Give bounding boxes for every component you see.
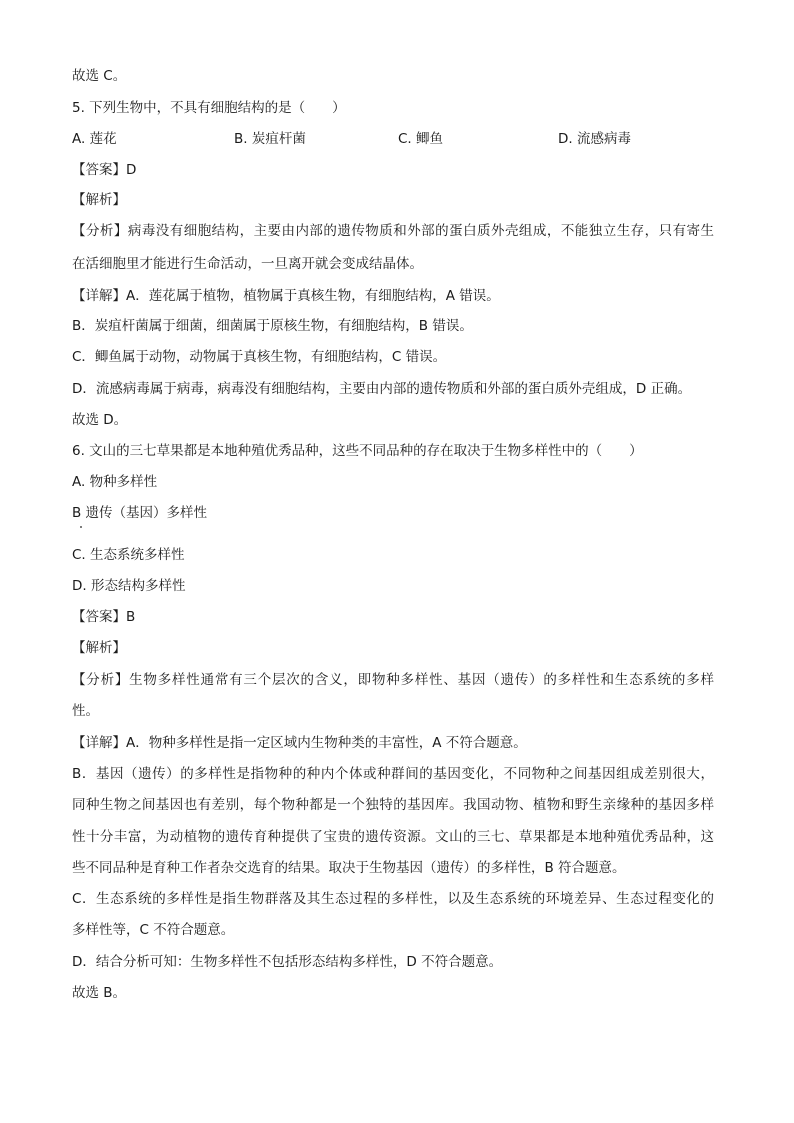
q6-detail-b-line-4: 些不同品种是育种工作者杂交选育的结果。取决于生物基因（遗传）的多样性，B 符合题意。 bbox=[72, 860, 626, 876]
q4-conclusion: 故选 C。 bbox=[72, 68, 127, 84]
q5-stem: 5. 下列生物中，不具有细胞结构的是（ ） bbox=[72, 100, 346, 116]
q5-detail-c: C．鲫鱼属于动物，动物属于真核生物，有细胞结构，C 错误。 bbox=[72, 349, 447, 365]
q5-analysis-heading: 【解析】 bbox=[72, 192, 126, 208]
q5-option-d: D. 流感病毒 bbox=[558, 131, 631, 147]
q5-option-b: B. 炭疽杆菌 bbox=[234, 131, 306, 147]
q6-detail-b-line-3: 性十分丰富，为动植物的遗传育种提供了宝贵的遗传资源。文山的三七、草果都是本地种殖优秀品种，这 bbox=[72, 829, 714, 845]
q5-option-c: C. 鲫鱼 bbox=[398, 131, 444, 147]
q6-detail-b-line-1: B．基因（遗传）的多样性是指物种的种内个体或种群间的基因变化，不同物种之间基因组成差别很大， bbox=[72, 766, 714, 782]
q5-fenxi-line-1: 【分析】病毒没有细胞结构，主要由内部的遗传物质和外部的蛋白质外壳组成，不能独立生存，只有寄生 bbox=[72, 223, 714, 239]
q5-detail-d: D．流感病毒属于病毒，病毒没有细胞结构，主要由内部的遗传物质和外部的蛋白质外壳组成，D 正确。 bbox=[72, 381, 692, 397]
q5-conclusion: 故选 D。 bbox=[72, 412, 128, 428]
q6-fenxi-line-1: 【分析】生物多样性通常有三个层次的含义，即物种多样性、基因（遗传）的多样性和生态系统的多样 bbox=[72, 672, 714, 688]
q5-fenxi-line-2: 在活细胞里才能进行生命活动，一旦离开就会变成结晶体。 bbox=[72, 256, 423, 272]
q6-detail-d: D．结合分析可知：生物多样性不包括形态结构多样性，D 不符合题意。 bbox=[72, 954, 503, 970]
q5-detail-a: 【详解】A．莲花属于植物，植物属于真核生物，有细胞结构，A 错误。 bbox=[72, 288, 500, 304]
q6-detail-a: 【详解】A．物种多样性是指一定区域内生物种类的丰富性，A 不符合题意。 bbox=[72, 735, 527, 751]
q6-detail-c-line-1: C．生态系统的多样性是指生物群落及其生态过程的多样性，以及生态系统的环境差异、生态过程变化的 bbox=[72, 891, 714, 907]
q5-option-a: A. 莲花 bbox=[72, 131, 117, 147]
q6-detail-c-line-2: 多样性等，C 不符合题意。 bbox=[72, 922, 235, 938]
q6-answer: 【答案】B bbox=[72, 609, 136, 625]
q6-option-b: B 遗传（基因）多样性 bbox=[72, 505, 208, 521]
q5-detail-b: B．炭疽杆菌属于细菌，细菌属于原核生物，有细胞结构，B 错误。 bbox=[72, 318, 473, 334]
q6-fenxi-line-2: 性。 bbox=[72, 703, 99, 719]
q6-option-a: A. 物种多样性 bbox=[72, 474, 158, 490]
q6-conclusion: 故选 B。 bbox=[72, 985, 127, 1001]
stray-dot-mark bbox=[80, 526, 82, 528]
q6-option-d: D. 形态结构多样性 bbox=[72, 578, 186, 594]
q5-answer: 【答案】D bbox=[72, 162, 137, 178]
q6-option-c: C. 生态系统多样性 bbox=[72, 547, 185, 563]
q6-stem: 6. 文山的三七草果都是本地种殖优秀品种，这些不同品种的存在取决于生物多样性中的（ ） bbox=[72, 443, 643, 459]
q6-detail-b-line-2: 同种生物之间基因也有差别，每个物种都是一个独特的基因库。我国动物、植物和野生亲缘种的基因多样 bbox=[72, 797, 714, 813]
q6-analysis-heading: 【解析】 bbox=[72, 640, 126, 656]
